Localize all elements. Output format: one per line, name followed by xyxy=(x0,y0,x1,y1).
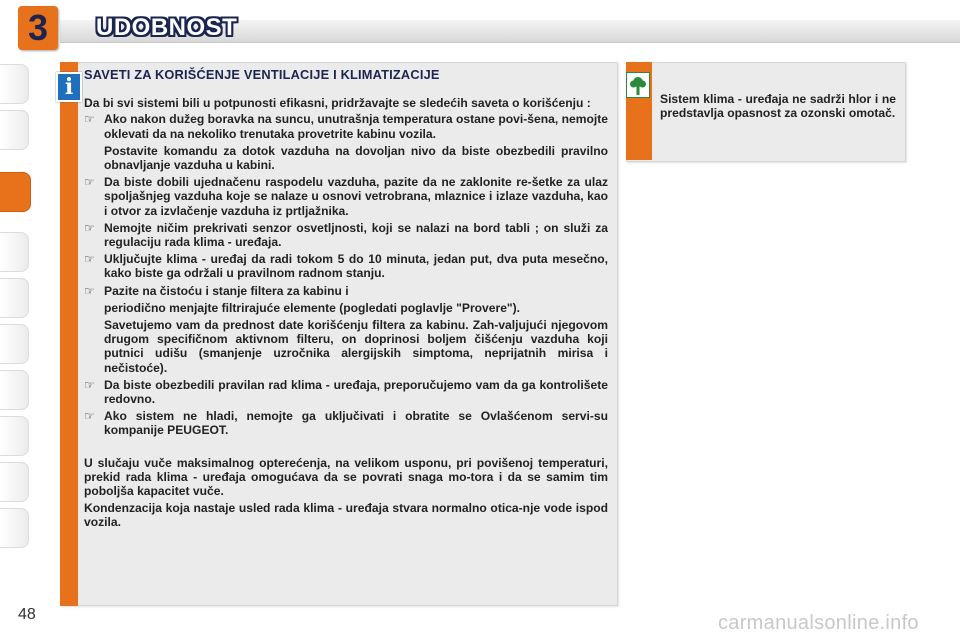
advice-item xyxy=(84,409,608,437)
chapter-tab-8[interactable] xyxy=(0,416,29,456)
advice-text: Da biste dobili ujednačenu raspodelu vazduha, pazite da ne zaklonite re-šetke za ulaz spoljašnjeg vazduha koje se nalaze u osnovi vetrobrana, mlaznice i izlaze vazduha, kao i otvor za izvlačenje vazduha iz prtljažnika. xyxy=(104,175,608,218)
advice-item xyxy=(84,221,608,249)
advice-text: Uključujte klima - uređaj da radi tokom 5 do 10 minuta, jedan put, dva puta mesečno, kako biste ga održali u pravilnom radnom stanju. xyxy=(104,252,608,281)
chapter-tab-4[interactable] xyxy=(0,232,29,272)
advice-text: Savetujemo vam da prednost date korišćenju filtera za kabinu. Zah-valjujući njegovom drugom specifičnom aktivnom filteru, on doprinosi boljem čišćenju vazduha koji putnici udišu (smanjenje uzročnika alergijskih simptoma, neprijatnih mirisa i nečistoće). xyxy=(104,318,608,375)
side-tabs xyxy=(0,64,34,580)
pointing-hand-icon: ☞ xyxy=(84,377,95,392)
info-icon: i xyxy=(56,72,82,102)
chapter-tab-1[interactable] xyxy=(0,64,29,104)
eco-note-text: Sistem klima - uređaja ne sadrži hlor i ne predstavlja opasnost za ozonski omotač. xyxy=(660,92,896,120)
advice-item xyxy=(84,175,608,218)
tree-icon xyxy=(626,72,650,98)
chapter-number-badge: 3 xyxy=(18,6,58,50)
chapter-tab-7[interactable] xyxy=(0,370,29,410)
advice-item xyxy=(84,252,608,280)
pointing-hand-icon: ☞ xyxy=(84,283,95,298)
pointing-hand-icon: ☞ xyxy=(84,220,95,235)
chapter-title: UDOBNOST xyxy=(96,14,238,41)
advice-item xyxy=(84,378,608,406)
advice-text: Nemojte ničim prekrivati senzor osvetljnosti, koji se nalazi na bord tabli ; on služi za regulaciju rada klima - uređaja. xyxy=(104,220,608,250)
intro-text: Da bi svi sistemi bili u potpunosti efikasni, pridržavajte se sledećih saveta o korišćenju : xyxy=(84,96,591,111)
pointing-hand-icon: ☞ xyxy=(84,112,95,127)
advice-text: Ako nakon dužeg boravka na suncu, unutrašnja temperatura ostane povi-šena, nemojte oklevati da na nekoliko trenutaka provetrite kabinu vozila. xyxy=(104,112,608,141)
closing-paragraph-2: Kondenzacija koja nastaje usled rada klima - uređaja stvara normalno otica-nje vode ispod vozila. xyxy=(84,501,608,530)
closing-paragraph-1: U slučaju vuče maksimalnog opterećenja, na velikom usponu, pri povišenoj temperaturi, prekid rada klima - uređaja omogućava da se povrati snaga mo-tora i da se samim tim poboljša kapacitet vuče. xyxy=(84,455,608,499)
advice-text: Ako sistem ne hladi, nemojte ga uključivati i obratite se Ovlašćenom servi-su kompanije PEUGEOT. xyxy=(104,409,608,438)
advice-text: Pazite na čistoću i stanje filtera za kabinu i xyxy=(104,283,349,298)
main-panel-content xyxy=(84,68,608,530)
main-panel-accent xyxy=(60,62,78,606)
advice-text: Postavite komandu za dotok vazduha na dovoljan nivo da biste obezbedili pravilno obnavljanje vazduha u kabini. xyxy=(104,143,608,173)
section-title: SAVETI ZA KORIŠĆENJE VENTILACIJE I KLIMATIZACIJE xyxy=(84,67,440,82)
advice-item xyxy=(84,112,608,172)
chapter-tab-6[interactable] xyxy=(0,324,29,364)
advice-text: periodično menjajte filtrirajuće elemente (pogledati poglavlje "Provere"). xyxy=(104,300,521,315)
advice-text: Da biste obezbedili pravilan rad klima - uređaja, preporučujemo vam da ga kontrolišete redovno. xyxy=(104,377,608,407)
advice-list xyxy=(84,112,608,437)
chapter-tab-9[interactable] xyxy=(0,462,29,502)
tree-icon-graphic xyxy=(627,73,649,97)
advice-item xyxy=(84,284,608,375)
page-number: 48 xyxy=(18,606,36,623)
pointing-hand-icon: ☞ xyxy=(84,409,95,424)
pointing-hand-icon: ☞ xyxy=(84,252,95,267)
chapter-tab-5[interactable] xyxy=(0,278,29,318)
chapter-tab-2[interactable] xyxy=(0,110,29,150)
pointing-hand-icon: ☞ xyxy=(84,175,95,190)
watermark: carmanualsonline.info xyxy=(718,612,919,634)
chapter-tab-3-active[interactable] xyxy=(0,172,31,212)
chapter-tab-10[interactable] xyxy=(0,508,29,548)
